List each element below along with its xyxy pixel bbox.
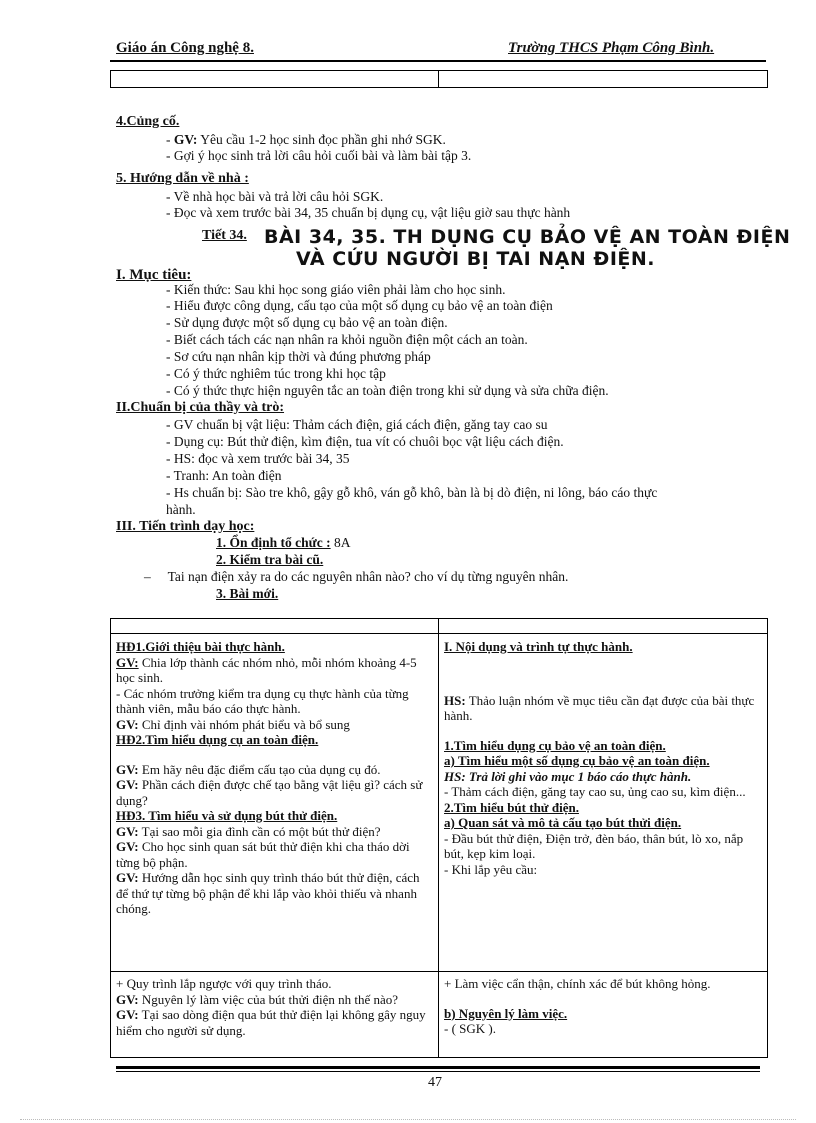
hd1-gv2: GV: Chỉ định vài nhóm phát biểu và bổ sung [116, 716, 350, 732]
rc-heading: I. Nội dụng và trình tự thực hành. [444, 639, 633, 654]
hd3-gv2: GV: Cho học sinh quan sát bút thử điện khi cha tháo dời từng bộ phận. [116, 839, 410, 870]
header-empty-table [110, 70, 768, 88]
list-item: - HS: đọc và xem trước bài 34, 35 [166, 451, 350, 466]
hd1-gv1: GV: Chia lớp thành các nhóm nhỏ, mỗi nhóm khoảng 4-5 học sinh. [116, 654, 417, 685]
rc-row2-b-text: - ( SGK ). [444, 1021, 496, 1036]
rc-hs-answer: HS: Trả lời ghi vào mục 1 báo cáo thực hành. [444, 768, 692, 784]
consolidate-line2: - Gợi ý học sinh trả lời câu hỏi cuối bài và làm bài tập 3. [166, 148, 472, 163]
header-right-school: Trường THCS Phạm Công Bình. [508, 40, 715, 56]
procedure-question: – Tai nạn điện xảy ra do các nguyên nhân nào? cho ví dụ từng nguyên nhân. [144, 569, 569, 584]
list-item: - Hs chuẩn bị: Sào tre khô, gậy gỗ khô, ván gỗ khô, bàn là bị dò điện, ni lông, báo cáo thực [166, 485, 658, 500]
footer-rule-thin [116, 1071, 760, 1072]
hd2-gv2: GV: Phần cách điện được chế tạo bằng vật liệu gì? cách sử dụng? [116, 777, 423, 808]
page-number: 47 [428, 1075, 442, 1090]
right-col-row1 [444, 639, 760, 877]
objectives-heading: I. Mục tiêu: [116, 267, 192, 283]
header-rule [110, 60, 766, 62]
row2-gv1: GV: Nguyên lý làm việc của bút thửi điện nh thế nào? [116, 991, 399, 1007]
lesson-title-line2: VÀ CỨU NGƯỜI BỊ TAI NẠN ĐIỆN. [296, 248, 655, 270]
procedure-heading: III. Tiến trình dạy học: [116, 519, 255, 534]
header-left-title: Giáo án Công nghệ 8. [116, 40, 254, 56]
rc-hs-text: HS: Thảo luận nhóm về mục tiêu cần đạt được của bài thực hành. [444, 692, 755, 723]
right-col-row2 [444, 976, 760, 1037]
list-item: - Có ý thức nghiêm túc trong khi học tập [166, 366, 386, 381]
rc-s1a: a) Tìm hiểu một số dụng cụ bảo vệ an toàn điện. [444, 753, 710, 768]
lesson-period: Tiết 34. [202, 228, 247, 243]
row2-p1: + Quy trình lắp ngược với quy trình tháo. [116, 976, 332, 991]
rc-s2: 2.Tìm hiểu bút thử điện. [444, 799, 579, 815]
rc-s2a-text: - Đầu bút thử điện, Điện trở, đèn báo, thân bút, lò xo, nắp bút, kẹp kim loại. [444, 830, 744, 861]
hd3-gv3: GV: Hướng dẫn học sinh quy trình tháo bút thử điện, cách để thứ tự từng bộ phận để khi lắp vào khỏi thiếu và nhanh chóng. [116, 870, 420, 916]
hd2-heading: HĐ2.Tìm hiểu dụng cụ an toàn điện. [116, 732, 319, 747]
hd1-p2: - Các nhóm trưởng kiểm tra dụng cụ thực hành của từng thành viên, mẫu báo cáo thực hành. [116, 685, 409, 716]
hd2-gv1: GV: Em hãy nêu đặc điểm cấu tạo của dụng cụ đó. [116, 761, 381, 777]
list-item: - Hiểu được công dụng, cấu tạo của một số dụng cụ bảo vệ an toàn điện [166, 298, 553, 313]
list-item: - Sử dụng được một số dụng cụ bảo vệ an toàn điện. [166, 315, 448, 330]
hd3-heading: HĐ3. Tìm hiểu và sử dụng bút thử điện. [116, 808, 338, 823]
rc-s2a: a) Quan sát và mô tả cấu tạo bút thửi điện. [444, 815, 682, 830]
list-item: - GV chuẩn bị vật liệu: Thảm cách điện, giá cách điện, găng tay cao su [166, 417, 548, 432]
list-item: - Dụng cụ: Bút thử điện, kìm điện, tua vít có chuôi bọc vật liệu cách điện. [166, 434, 564, 449]
procedure-step3: 3. Bài mới. [216, 586, 279, 601]
page-edge-dots [20, 1119, 796, 1120]
rc-s2a-text2: - Khi lắp yêu cầu: [444, 861, 538, 877]
list-item: - Có ý thức thực hiện nguyên tắc an toàn điện trong khi sử dụng và sửa chữa điện. [166, 383, 609, 398]
list-item: - Biết cách tách các nạn nhân ra khỏi nguồn điện một cách an toàn. [166, 332, 528, 347]
list-item: - Sơ cứu nạn nhân kịp thời và đúng phương pháp [166, 349, 431, 364]
hd1-heading: HĐ1.Giới thiệu bài thực hành. [116, 639, 285, 654]
list-item: - Tranh: An toàn điện [166, 468, 282, 483]
list-item: hành. [166, 502, 196, 517]
row2-gv2: GV: Tại sao dòng điện qua bút thử điện lại không gây nguy hiểm cho người sử dụng. [116, 1007, 426, 1038]
hd3-gv1: GV: Tại sao mỗi gia đình cần có một bút thử điện? [116, 823, 381, 839]
consolidate-heading: 4.Củng cố. [116, 114, 180, 129]
rc-row2-b: b) Nguyên lý làm việc. [444, 1005, 568, 1021]
homework-heading: 5. Hướng dẫn về nhà : [116, 171, 249, 186]
homework-line1: - Về nhà học bài và trả lời câu hỏi SGK. [166, 189, 384, 204]
lesson-activity-table [110, 618, 768, 1058]
homework-line2: - Đọc và xem trước bài 34, 35 chuẩn bị dụng cụ, vật liệu giờ sau thực hành [166, 205, 571, 220]
list-item: - Kiến thức: Sau khi học song giáo viên phải làm cho học sinh. [166, 282, 506, 297]
consolidate-line1: - GV: Yêu cầu 1-2 học sinh đọc phần ghi nhớ SGK. [166, 132, 446, 147]
footer-rule-thick [116, 1066, 760, 1069]
procedure-step2: 2. Kiểm tra bài cũ. [216, 552, 324, 567]
left-col-row2 [116, 976, 432, 1038]
rc-s1a-text: - Thảm cách điện, găng tay cao su, ủng cao su, kìm điện... [444, 784, 746, 799]
preparation-heading: II.Chuẩn bị của thầy và trò: [116, 400, 285, 415]
lesson-title-line1: BÀI 34, 35. TH DỤNG CỤ BẢO VỆ AN TOÀN ĐIỆN [264, 226, 791, 248]
rc-row2-text: + Làm việc cẩn thận, chính xác để bút không hỏng. [444, 976, 711, 991]
rc-s1: 1.Tìm hiểu dụng cụ bảo vệ an toàn điện. [444, 737, 666, 753]
left-col-row1 [116, 639, 432, 917]
procedure-step1: 1. Ổn định tổ chức : 8A [216, 535, 351, 550]
